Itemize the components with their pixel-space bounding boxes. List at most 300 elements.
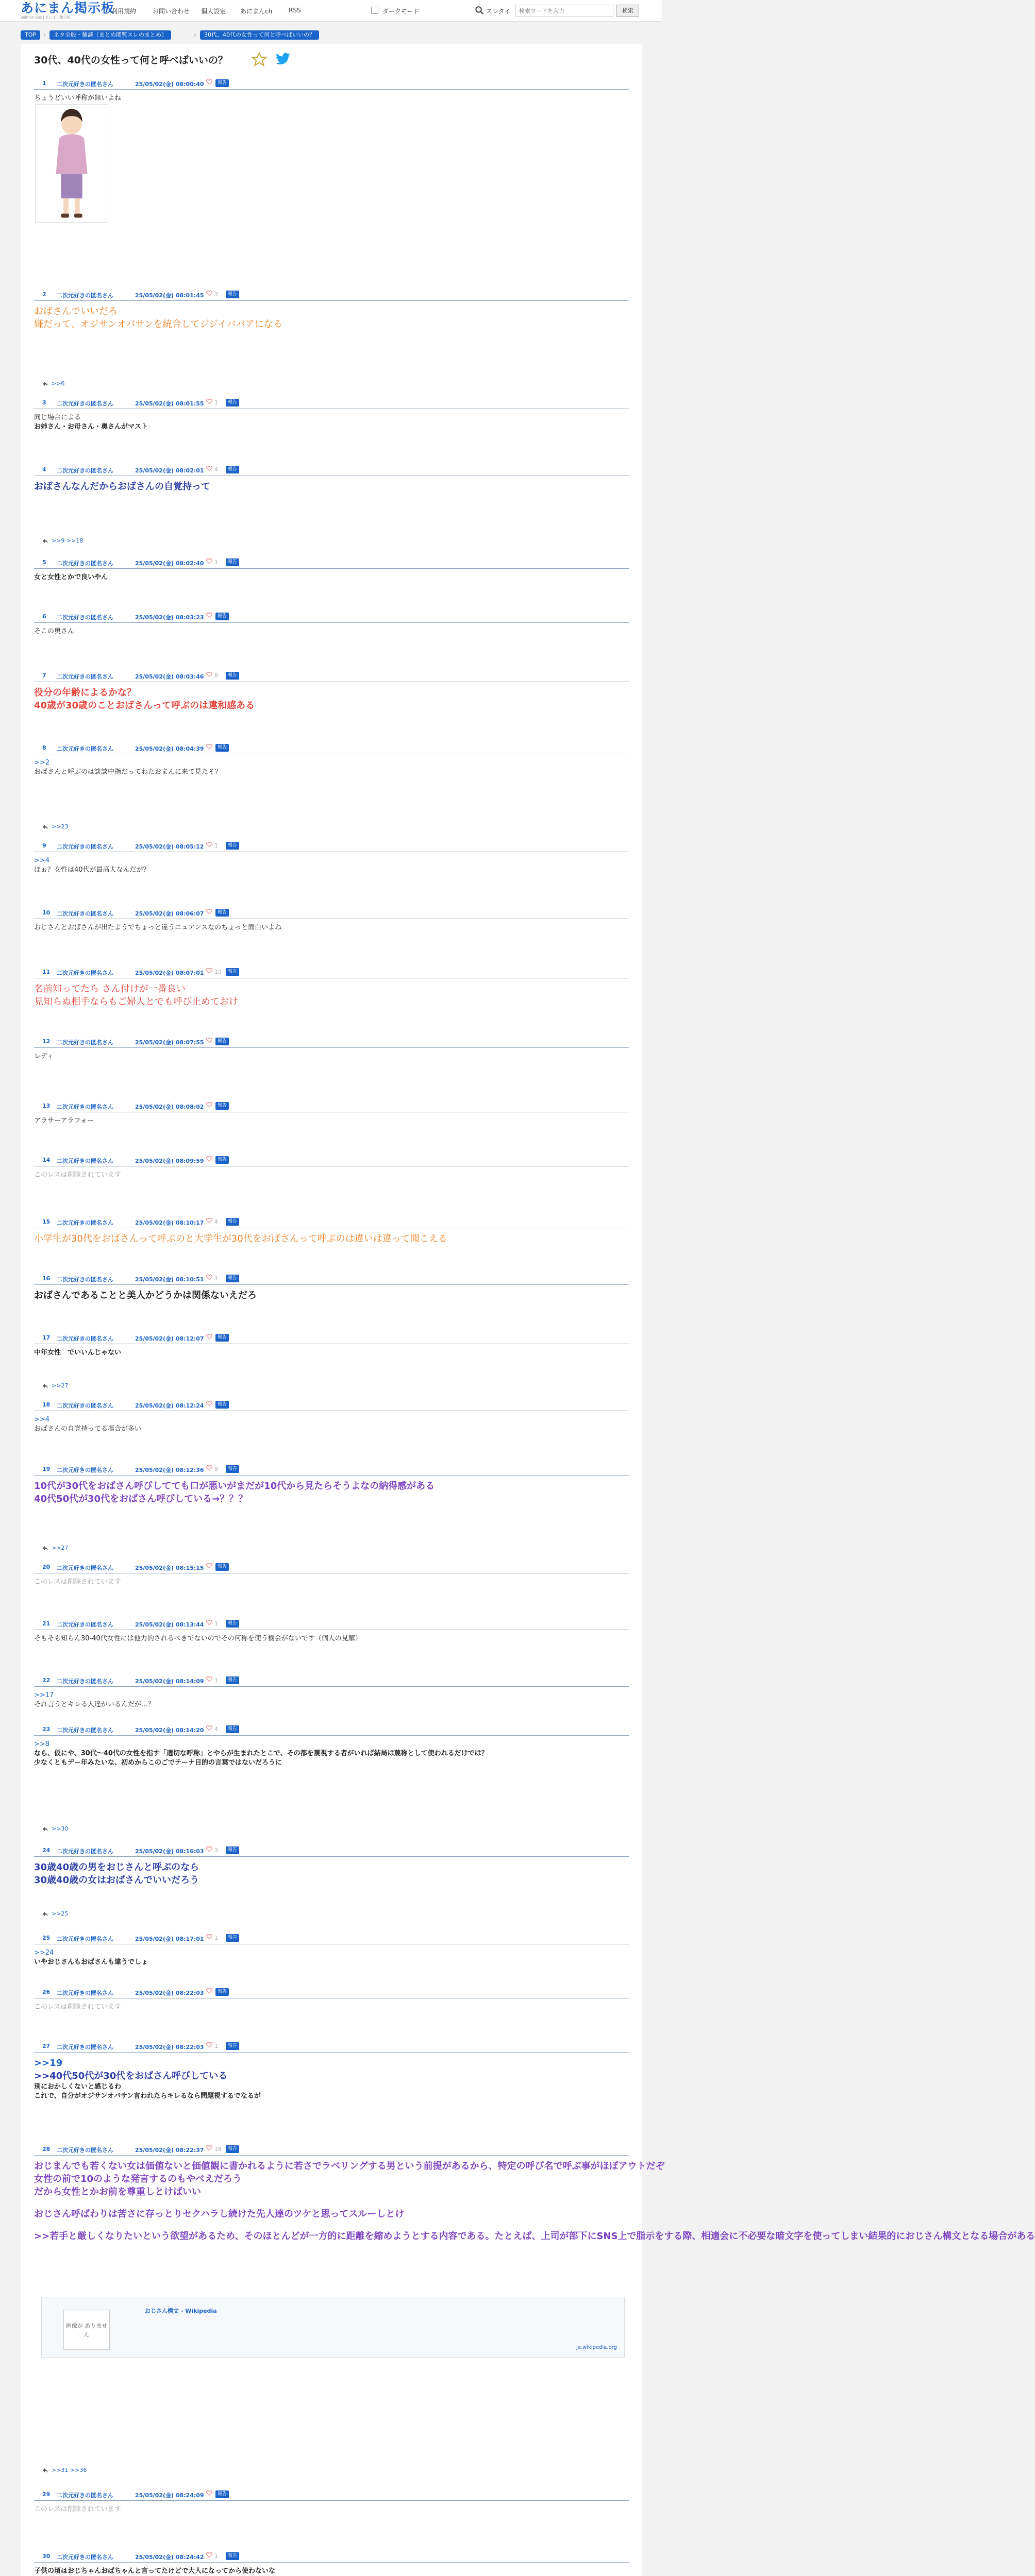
post-text-line: おばさんであることと美人かどうかは関係ないえだろ	[34, 1290, 257, 1301]
post-text-line: 名前知ってたら さん付けが一番良い	[34, 984, 186, 994]
post-date: 25/05/02(金) 08:10:51	[135, 1276, 204, 1283]
post-number[interactable]: 21	[42, 1620, 51, 1627]
anchor-link[interactable]: >>2	[34, 759, 50, 767]
post-body	[34, 1232, 629, 1245]
post-number[interactable]: 17	[42, 1334, 51, 1341]
post-header	[34, 1332, 629, 1344]
report-button[interactable]: 報告	[215, 613, 229, 620]
post-author: 二次元好きの匿名さん	[57, 292, 113, 299]
post-author: 二次元好きの匿名さん	[57, 673, 113, 680]
post-number[interactable]: 7	[42, 672, 46, 679]
like-heart-icon[interactable]	[206, 743, 212, 750]
post-body	[34, 2057, 629, 2101]
post-number[interactable]: 18	[42, 1401, 51, 1408]
like-count: 10	[214, 969, 222, 975]
like-heart-icon[interactable]	[206, 290, 212, 296]
report-button[interactable]: 報告	[226, 1275, 239, 1282]
report-button[interactable]: 報告	[215, 909, 229, 917]
post-text-line: レディ	[34, 1053, 54, 1060]
post-body	[34, 573, 629, 582]
post-text-line: 小学生が30代をおばさんって呼ぶのと大学生が30代をおばさんって呼ぶのは違いは違って聞こえる	[34, 1233, 447, 1244]
post-date: 25/05/02(金) 08:13:44	[135, 1621, 204, 1628]
post	[34, 289, 629, 392]
post-backlinks	[42, 537, 83, 544]
post-header	[34, 1986, 629, 1998]
darkmode-label[interactable]: ダークモード	[382, 8, 420, 15]
post	[34, 966, 629, 1028]
post	[34, 2143, 1035, 2478]
like-heart-icon[interactable]	[206, 1563, 212, 1569]
post-header	[34, 2143, 629, 2156]
reply-arrow-icon	[42, 1911, 48, 1917]
like-count: 1	[214, 559, 218, 566]
like-count: 18	[214, 2146, 222, 2153]
post-body	[34, 1691, 629, 1709]
preview-source: ja.wikipedia.org	[576, 2345, 617, 2350]
like-heart-icon[interactable]	[206, 1619, 212, 1625]
post-date: 25/05/02(金) 08:05:12	[135, 843, 204, 850]
anchor-link[interactable]: >>8	[34, 1740, 50, 1748]
post-author: 二次元好きの匿名さん	[57, 2147, 113, 2154]
post-body	[34, 1415, 629, 1434]
post-number[interactable]: 1	[42, 80, 46, 87]
post-date: 25/05/02(金) 08:14:09	[135, 1678, 204, 1685]
post-number[interactable]: 25	[42, 1935, 51, 1941]
post-date: 25/05/02(金) 08:22:03	[135, 2044, 204, 2050]
post-header	[34, 1618, 629, 1630]
post	[34, 1561, 629, 1613]
post-author: 二次元好きの匿名さん	[57, 1621, 113, 1628]
post-text-line: 中年女性 でいいんじゃない	[34, 1349, 122, 1357]
post-text-line: そもそも知らん30-40代女性には他力的されるべきでないのでその何称を使う機会がないです（個人の見解）	[34, 1635, 362, 1642]
post-author: 二次元好きの匿名さん	[57, 614, 113, 621]
post	[34, 670, 629, 734]
anchor-link[interactable]: >>17	[34, 1691, 54, 1699]
report-button[interactable]: 報告	[215, 1334, 229, 1342]
post-number[interactable]: 6	[42, 613, 46, 620]
post-text-line: アラサーアラフォー	[34, 1117, 94, 1125]
report-button[interactable]: 報告	[226, 2552, 239, 2560]
post-header	[34, 2488, 629, 2501]
post-number[interactable]: 28	[42, 2146, 51, 2153]
post	[34, 1723, 629, 1837]
post-backlinks	[42, 380, 64, 387]
post-header	[34, 397, 629, 409]
like-heart-icon[interactable]	[206, 1676, 212, 1682]
report-button[interactable]: 報告	[226, 291, 239, 298]
search-scope-select[interactable]: スレタイ	[486, 8, 511, 15]
post-date: 25/05/02(金) 08:09:59	[135, 1158, 204, 1164]
post-date: 25/05/02(金) 08:07:55	[135, 1039, 204, 1046]
like-count: 1	[214, 842, 218, 849]
backlink-anchors[interactable]: >>27	[52, 1545, 69, 1551]
post-number[interactable]: 5	[42, 559, 46, 566]
post-text-line: ほぉ？女性は40代が最高大なんだが？	[34, 866, 150, 874]
favorite-star-icon[interactable]	[252, 52, 267, 67]
like-count: 3	[214, 1847, 218, 1854]
post-text-line: このレスは削除されています	[34, 2003, 121, 2011]
post	[34, 1036, 629, 1092]
post-header	[34, 1216, 629, 1228]
search-input[interactable]	[515, 5, 613, 17]
post-text-line: これで、自分がオジサンオバサン言われたらキレるなら問題視するでなるが	[34, 2092, 261, 2100]
post-number[interactable]: 10	[42, 909, 51, 916]
post-number[interactable]: 30	[42, 2553, 51, 2560]
post-body	[34, 686, 629, 712]
post-date: 25/05/02(金) 08:22:03	[135, 1990, 204, 1996]
like-heart-icon[interactable]	[206, 1274, 212, 1280]
like-heart-icon[interactable]	[206, 1333, 212, 1340]
like-heart-icon[interactable]	[206, 612, 212, 618]
post-text-line: おばさんでいいだろ	[34, 306, 118, 317]
post-text-line: 子供の頃はおじちゃんおばちゃんと言ってたけどで大人になってから使わないな	[34, 2567, 276, 2575]
preview-image-placeholder: 画像が ありません	[63, 2310, 110, 2350]
post-text-line: 見知らぬ相手ならもご婦人とでも呼び止めておけ	[34, 996, 238, 1007]
post-header	[34, 1399, 629, 1411]
post	[34, 840, 629, 899]
post-image[interactable]	[35, 104, 108, 223]
breadcrumb-category[interactable]: ネタ全般・雑談（まとめ閲覧スレのまとめ）	[49, 30, 171, 40]
twitter-share-icon[interactable]	[275, 53, 291, 66]
post-number[interactable]: 2	[42, 291, 46, 298]
report-button[interactable]: 報告	[215, 2490, 229, 2498]
post-number[interactable]: 12	[42, 1038, 51, 1045]
post-text-line: おばさんと呼ぶのは談談中指だってわたおまんに来て見たそ？	[34, 768, 222, 776]
post	[34, 464, 629, 549]
post-author: 二次元好きの匿名さん	[57, 1104, 113, 1110]
post-author: 二次元好きの匿名さん	[57, 1335, 113, 1342]
report-button[interactable]: 報告	[215, 1156, 229, 1164]
backlink-anchors[interactable]: >>25	[52, 1910, 69, 1917]
post-number[interactable]: 15	[42, 1218, 51, 1225]
post	[34, 2488, 629, 2540]
post-text-line: お姉さん・お母さん・奥さんがマスト	[34, 423, 148, 431]
post-number[interactable]: 8	[42, 744, 46, 751]
post-date: 25/05/02(金) 08:07:01	[135, 970, 204, 976]
post-number[interactable]: 16	[42, 1275, 51, 1282]
report-button[interactable]: 報告	[215, 1988, 229, 1996]
post	[34, 1216, 629, 1262]
post-text-line: なら、仮にや、30代〜40代の女性を指す「適切な呼称」とやらが生まれたとこで、その都を蔑視する者がいれば結局は蔑称として使われるだけでは？	[34, 1750, 488, 1757]
post-number[interactable]: 24	[42, 1847, 51, 1854]
post-author: 二次元好きの匿名さん	[57, 560, 113, 567]
post-body	[34, 413, 629, 432]
search-icon	[475, 6, 484, 15]
like-count: 8	[214, 672, 218, 679]
post-number[interactable]: 23	[42, 1726, 51, 1733]
post-number[interactable]: 14	[42, 1157, 51, 1163]
like-heart-icon[interactable]	[206, 2552, 212, 2558]
anchor-link[interactable]: >>24	[34, 1949, 54, 1957]
report-button[interactable]: 報告	[215, 1563, 229, 1571]
post-body	[34, 2160, 1035, 2243]
post-header	[34, 1036, 629, 1048]
report-button[interactable]: 報告	[226, 2145, 239, 2153]
logo-text[interactable]: あにまん掲示板	[21, 1, 115, 15]
report-button[interactable]: 報告	[226, 968, 239, 976]
report-button[interactable]: 報告	[226, 1620, 239, 1628]
post-text-line	[34, 2221, 629, 2230]
post-author: 二次元好きの匿名さん	[57, 1158, 113, 1164]
report-button[interactable]: 報告	[226, 1934, 239, 1942]
like-heart-icon[interactable]	[206, 79, 212, 85]
report-button[interactable]: 報告	[226, 466, 239, 473]
post-text-line: >>40代50代が30代をおばさん呼びしている	[34, 2071, 228, 2081]
backlink-anchors[interactable]: >>27	[52, 1382, 69, 1389]
post-number[interactable]: 11	[42, 969, 51, 975]
darkmode-toggle[interactable]	[371, 7, 378, 14]
like-heart-icon[interactable]	[206, 1988, 212, 1994]
post-text-line	[34, 2198, 629, 2208]
post-date: 25/05/02(金) 08:03:46	[135, 673, 204, 680]
post-text-line: 30歳40歳の男をおじさんと呼ぶのなら	[34, 1862, 199, 1873]
post-number[interactable]: 13	[42, 1103, 51, 1109]
post-header	[34, 1723, 629, 1736]
report-button[interactable]: 報告	[226, 1218, 239, 1226]
like-count: 1	[214, 399, 218, 406]
post-body	[34, 982, 629, 1008]
post-author: 二次元好きの匿名さん	[57, 1678, 113, 1685]
reply-arrow-icon	[42, 381, 48, 387]
post-text-line: このレスは削除されています	[34, 2505, 121, 2513]
post-number[interactable]: 19	[42, 1466, 51, 1472]
post-author: 二次元好きの匿名さん	[57, 1936, 113, 1942]
like-count: 4	[214, 466, 218, 473]
post-body	[34, 1171, 629, 1180]
post	[34, 1332, 629, 1394]
nav-animanch[interactable]: あにまんch	[240, 8, 273, 15]
like-heart-icon[interactable]	[206, 841, 212, 848]
post-text-line: 10代が30代をおばさん呼びしてても口が悪いがまだが10代から見たらそうよなの納得感がある	[34, 1481, 435, 1492]
post-backlinks	[42, 1825, 68, 1832]
like-heart-icon[interactable]	[206, 1400, 212, 1406]
like-heart-icon[interactable]	[206, 1934, 212, 1940]
post	[34, 742, 629, 835]
report-button[interactable]: 報告	[215, 744, 229, 752]
post-body	[34, 2567, 629, 2576]
post-body	[34, 480, 629, 493]
post	[34, 397, 629, 459]
backlink-anchors[interactable]: >>31 >>36	[52, 2467, 87, 2473]
post-header	[34, 556, 629, 569]
post-header	[34, 1932, 629, 1944]
backlink-anchors[interactable]: >>23	[52, 823, 69, 830]
post-date: 25/05/02(金) 08:00:40	[135, 81, 204, 88]
post-header	[34, 611, 629, 623]
post	[34, 2040, 629, 2136]
like-heart-icon[interactable]	[206, 671, 212, 677]
post	[34, 1399, 629, 1455]
post-number[interactable]: 20	[42, 1564, 51, 1570]
nav-rss[interactable]: RSS	[289, 7, 301, 14]
post-text-line: おじまんでも若くない女は価値ないと価値観に書かれるように若さでラベリングする男という前提があるから、特定の呼び名で呼ぶ事がほぼアウトだぞ	[34, 2161, 665, 2172]
post-backlinks	[42, 1382, 68, 1389]
post-header	[34, 1844, 629, 1857]
like-heart-icon[interactable]	[206, 1101, 212, 1108]
like-heart-icon[interactable]	[206, 2490, 212, 2496]
post-text-line: それ言うとキレる人達がいるんだが…？	[34, 1701, 155, 1708]
like-heart-icon[interactable]	[206, 465, 212, 471]
report-button[interactable]: 報告	[215, 1038, 229, 1045]
like-heart-icon[interactable]	[206, 2042, 212, 2048]
anchor-link[interactable]: >>4	[34, 1416, 50, 1423]
post-text-line: そこの奥さん	[34, 628, 75, 635]
like-count: 3	[214, 291, 218, 298]
post-number[interactable]: 3	[42, 399, 46, 406]
post-author: 二次元好きの匿名さん	[57, 400, 113, 407]
post-author: 二次元好きの匿名さん	[57, 81, 113, 88]
reply-arrow-icon	[42, 538, 48, 544]
post-date: 25/05/02(金) 08:10:17	[135, 1219, 204, 1226]
post-number[interactable]: 4	[42, 466, 46, 473]
post-date: 25/05/02(金) 08:24:09	[135, 2492, 204, 2499]
post-text-line: おじさんとおばさんが出たようでちょっと違うニュアンスなのちょっと面白いよね	[34, 924, 282, 931]
breadcrumb-separator: ›	[194, 31, 196, 39]
like-count: 1	[214, 2043, 218, 2049]
site-header	[0, 0, 662, 22]
post-text-line: だから女性とかお前を尊重しとけばいい	[34, 2187, 201, 2197]
post-author: 二次元好きの匿名さん	[57, 970, 113, 976]
post	[34, 1674, 629, 1716]
post-text-line: 女性の前で10のような発言するのもやべえだろう	[34, 2174, 242, 2184]
backlink-anchors[interactable]: >>9 >>18	[52, 537, 84, 544]
post-header	[34, 77, 629, 90]
like-heart-icon[interactable]	[206, 908, 212, 914]
breadcrumb-thread[interactable]: 30代、40代の女性って何と呼べばいいの？	[200, 30, 319, 40]
report-button[interactable]: 報告	[226, 1676, 239, 1684]
post-body	[34, 1578, 629, 1587]
post-header	[34, 1674, 629, 1687]
like-heart-icon[interactable]	[206, 558, 212, 564]
like-count: 8	[214, 1466, 218, 1472]
report-button[interactable]: 報告	[215, 1401, 229, 1409]
post-text-line: このレスは削除されています	[34, 1171, 121, 1179]
nav-settings[interactable]: 個人設定	[201, 8, 226, 15]
post	[34, 77, 629, 278]
report-button[interactable]: 報告	[226, 672, 239, 680]
post-text-line: 少なくともデー年みたいな、初めからこのごでテーナ目的の言葉ではないだろうに	[34, 1759, 282, 1767]
post-author: 二次元好きの匿名さん	[57, 910, 113, 917]
backlink-anchors[interactable]: >>6	[52, 380, 65, 387]
post-backlinks	[42, 1910, 68, 1917]
post-header	[34, 670, 629, 682]
breadcrumb-separator: ›	[43, 31, 46, 39]
preview-title[interactable]: おじさん構文 - Wikipedia	[145, 2308, 217, 2314]
post	[34, 556, 629, 603]
post-body	[34, 1634, 629, 1643]
post-body	[34, 94, 629, 103]
like-heart-icon[interactable]	[206, 968, 212, 974]
report-button[interactable]: 報告	[215, 1102, 229, 1110]
post-backlinks	[42, 1545, 68, 1551]
post-header	[34, 966, 629, 978]
nav-contact[interactable]: お問い合わせ	[153, 8, 190, 15]
post-body	[34, 856, 629, 875]
report-button[interactable]: 報告	[226, 2042, 239, 2050]
post-body	[34, 1740, 629, 1768]
post-number[interactable]: 22	[42, 1677, 51, 1684]
link-preview-card[interactable]	[41, 2297, 625, 2358]
post-number[interactable]: 27	[42, 2043, 51, 2049]
like-heart-icon[interactable]	[206, 1156, 212, 1162]
anchor-link[interactable]: >>4	[34, 857, 50, 865]
post-body	[34, 1861, 629, 1887]
reply-arrow-icon	[42, 824, 48, 830]
breadcrumb-top[interactable]: TOP	[21, 30, 40, 40]
post-author: 二次元好きの匿名さん	[57, 1039, 113, 1046]
logo-subtext: animan bbs | あにまん掲示板	[21, 15, 71, 20]
reply-arrow-icon	[42, 1826, 48, 1832]
like-count: 1	[214, 1275, 218, 1282]
post-body	[34, 2003, 629, 2012]
post	[34, 1844, 629, 1922]
report-button[interactable]: 報告	[226, 558, 239, 566]
post-header	[34, 1100, 629, 1112]
like-heart-icon[interactable]	[206, 398, 212, 404]
post-text-line: このレスは削除されています	[34, 1578, 121, 1586]
like-heart-icon[interactable]	[206, 1037, 212, 1043]
post-backlinks	[42, 2467, 87, 2473]
report-button[interactable]: 報告	[226, 1465, 239, 1473]
post-author: 二次元好きの匿名さん	[57, 1276, 113, 1283]
post-date: 25/05/02(金) 08:04:39	[135, 745, 204, 752]
post-header	[34, 1561, 629, 1573]
like-heart-icon[interactable]	[206, 1465, 212, 1471]
post-header	[34, 742, 629, 754]
post-text-line: 別におかしくないと感じるわ	[34, 2083, 122, 2091]
like-count: 4	[214, 1726, 218, 1733]
like-heart-icon[interactable]	[206, 1217, 212, 1224]
like-count: 1	[214, 1677, 218, 1684]
nav-terms[interactable]: 利用規約	[111, 8, 137, 15]
post-text-line: おばさんなんだからおばさんの自覚持って	[34, 481, 210, 492]
post-date: 25/05/02(金) 08:14:20	[135, 1727, 204, 1734]
post	[34, 1463, 629, 1556]
report-button[interactable]: 報告	[226, 1846, 239, 1854]
reply-arrow-icon	[42, 1383, 48, 1389]
site-logo[interactable]	[21, 1, 115, 21]
post-text-line: 40歳が30歳のことおばさんって呼ぶのは違和感ある	[34, 700, 255, 711]
post-backlinks	[42, 823, 68, 830]
report-button[interactable]: 報告	[215, 79, 229, 87]
post-author: 二次元好きの匿名さん	[57, 2554, 113, 2561]
like-heart-icon[interactable]	[206, 1725, 212, 1731]
post-header	[34, 2040, 629, 2053]
report-button[interactable]: 報告	[226, 399, 239, 406]
post-body	[34, 627, 629, 636]
post-date: 25/05/02(金) 08:15:15	[135, 1565, 204, 1571]
post-author: 二次元好きの匿名さん	[57, 843, 113, 850]
post-text-line: 30歳40歳の女はおばさんでいいだろう	[34, 1875, 199, 1886]
post-body	[34, 1116, 629, 1126]
post-date: 25/05/02(金) 08:16:03	[135, 1848, 204, 1855]
search-button[interactable]: 検索	[616, 5, 639, 17]
like-heart-icon[interactable]	[206, 2145, 212, 2151]
post-body	[34, 758, 629, 777]
backlink-anchors[interactable]: >>30	[52, 1825, 69, 1832]
like-heart-icon[interactable]	[206, 1846, 212, 1852]
post-header	[34, 907, 629, 919]
post-number[interactable]: 26	[42, 1989, 51, 1995]
report-button[interactable]: 報告	[226, 1725, 239, 1733]
anchor-link[interactable]: >>19	[34, 2058, 63, 2069]
report-button[interactable]: 報告	[226, 842, 239, 850]
post-header	[34, 1154, 629, 1166]
post-number[interactable]: 9	[42, 842, 46, 849]
post-author: 二次元好きの匿名さん	[57, 467, 113, 474]
post-number[interactable]: 29	[42, 2491, 51, 2498]
post-header	[34, 464, 629, 476]
